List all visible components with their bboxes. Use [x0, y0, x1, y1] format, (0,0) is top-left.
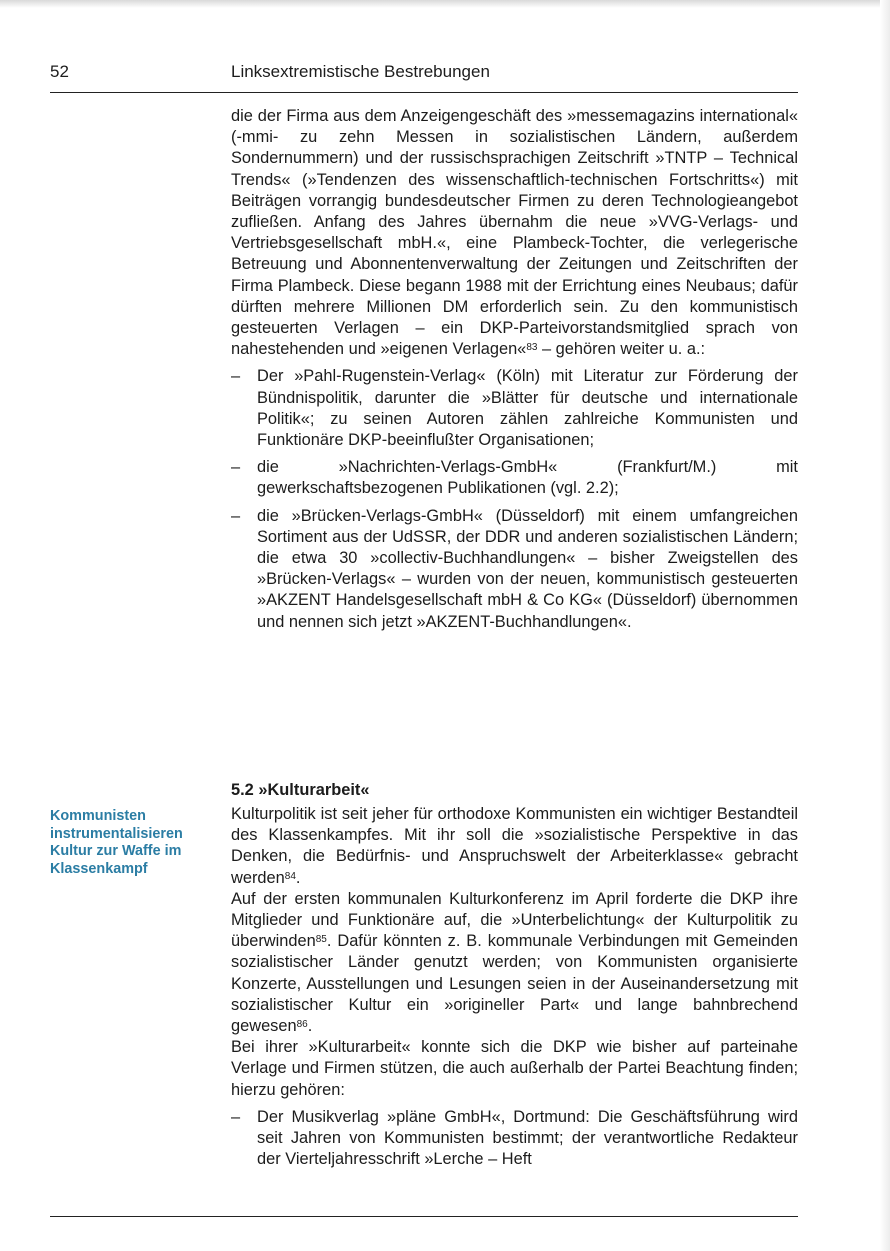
intro-text-end: – gehören weiter u. a.:	[537, 340, 706, 359]
section-p1-end: .	[295, 868, 301, 887]
running-head: Linksextremistische Bestrebungen	[231, 62, 490, 81]
footnote-ref-83: 83	[526, 342, 538, 354]
list-item	[231, 366, 798, 451]
body-text	[231, 106, 798, 639]
header-rule	[50, 92, 798, 93]
publisher-list	[231, 366, 798, 632]
list-dash: –	[231, 458, 241, 477]
list-item-text: die »Nachrichten-Verlags-GmbH« (Frankfurt/M.) mit gewerkschaftsbezogenen Publikationen (vgl. 2.2);	[257, 458, 798, 498]
culture-list	[231, 1107, 798, 1171]
list-item-text: die »Brücken-Verlags-GmbH« (Düsseldorf) mit einem umfangreichen Sortiment aus der UdSSR, der DDR und anderen sozialistischen Ländern; die etwa 30 »collectiv-Buchhandlungen« – bisher Zweigstellen des »Brücken-Verlags« – wurden von der neuen, kommunistisch gesteuerten »AKZENT Handelsgesellschaft mbH & Co KG« (Düsseldorf) übernommen und nennen sich jetzt »AKZENT-Buchhandlungen«.	[257, 506, 798, 631]
list-item	[231, 457, 798, 499]
footnote-ref-86: 86	[296, 1019, 308, 1031]
section-body	[231, 804, 798, 1176]
scan-right-edge	[880, 0, 890, 1251]
section-heading: 5.2 »Kulturarbeit«	[231, 781, 370, 799]
footnote-ref-84: 84	[284, 870, 296, 882]
intro-text: die der Firma aus dem Anzeigengeschäft des »messemagazins international« (-mmi- zu zehn Messen in sozialistischen Ländern, außerdem Sondernummern) und der russischsprachigen Zeitschrift »TNTP – Technical Trends« (»Tendenzen des wissenschaftlich-technischen Fortschritts«) mit Beiträgen vorrangig bundesdeutscher Firmen zu deren Technologieangebot zufließen. Anfang des Jahres übernahm die neue »VVG-Verlags- und Vertriebsgesellschaft mbH.«, eine Plambeck-Tochter, die verlegerische Betreuung und Abonnentenverwaltung der Zeitungen und Zeitschriften der Firma Plambeck. Diese begann 1988 mit der Errichtung eines Neubaus; dafür dürften mehrere Millionen DM erforderlich sein. Zu den kommunistisch gesteuerten Verlagen – ein DKP-Parteivorstandsmitglied sprach von nahestehenden und »eigenen Verlagen«	[231, 107, 798, 359]
section-p3-text: Bei ihrer »Kulturarbeit« konnte sich die DKP wie bisher auf parteinahe Verlage und Firmen stützen, die auch außerhalb der Partei Beachtung finden; hierzu gehören:	[231, 1038, 798, 1099]
scan-top-shadow	[0, 0, 890, 8]
section-p2-text-b: . Dafür könnten z. B. kommunale Verbindungen mit Gemeinden sozialistischer Länder genutzt werden; von Kommunisten organisierte Konzerte, Ausstellungen und Lesungen seien in der Auseinandersetzung mit sozialistischer Kultur ein »origineller Part« und lange bahnbrechend gewesen	[231, 932, 798, 1036]
list-item	[231, 506, 798, 633]
section-p2-text: Auf der ersten kommunalen Kulturkonferenz im April forderte die DKP ihre Mitglieder und Funktionäre auf, die »Unterbelichtung« der Kulturpolitik zu überwinden	[231, 889, 798, 951]
section-paragraph	[231, 889, 798, 1037]
list-item-text: Der Musikverlag »pläne GmbH«, Dortmund: Die Geschäftsführung wird seit Jahren von Kommunisten bestimmt; der verantwortliche Redakteur der Vierteljahresschrift »Lerche – Heft	[257, 1107, 798, 1169]
footer-rule	[50, 1216, 798, 1217]
section-p2-end: .	[307, 1017, 313, 1036]
list-dash: –	[231, 367, 241, 386]
footnote-ref-85: 85	[315, 934, 327, 946]
page-number: 52	[50, 62, 69, 81]
list-item	[231, 1107, 798, 1171]
margin-note: Kommunisten instrumentalisieren Kultur zur Waffe im Klassenkampf	[50, 808, 183, 877]
section-paragraph	[231, 804, 798, 889]
list-dash: –	[231, 506, 241, 525]
list-item-text: Der »Pahl-Rugenstein-Verlag« (Köln) mit Literatur zur Förderung der Bündnispolitik, darunter die »Blätter für deutsche und internationale Politik«; zu seinen Autoren zählen zahlreiche Kommunisten und Funktionäre DKP-beeinflußter Organisationen;	[257, 367, 798, 450]
section-paragraph	[231, 1037, 798, 1101]
section-p1-text: Kulturpolitik ist seit jeher für orthodoxe Kommunisten ein wichtiger Bestandteil des Klassenkampfes. Mit ihr soll die »sozialistische Perspektive in das Denken, die Bedürfnis- und Anspruchswelt der Arbeiterklasse« gebracht werden	[231, 805, 798, 887]
list-dash: –	[231, 1107, 241, 1126]
intro-paragraph	[231, 106, 798, 360]
